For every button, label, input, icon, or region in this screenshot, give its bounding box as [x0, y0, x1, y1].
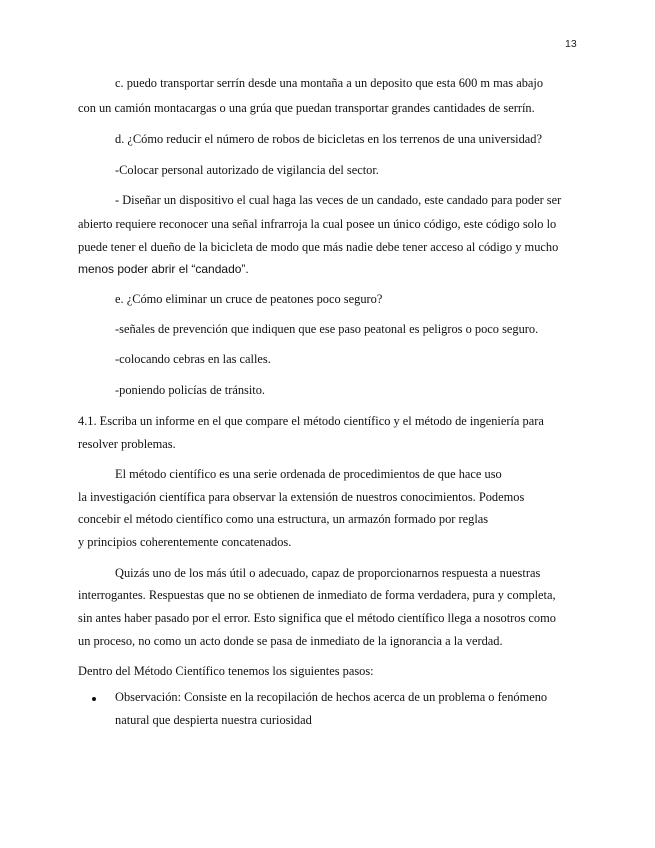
page-number: 13: [565, 38, 577, 50]
paragraph-2-line-3: sin antes haber pasado por el error. Esto significa que el método científico llega a nosotros como: [78, 611, 556, 625]
section-heading-4-1-cont: resolver problemas.: [78, 437, 176, 451]
paragraph-1-line-2: la investigación científica para observar la extensión de nuestros conocimientos. Podemos: [78, 490, 525, 504]
paragraph-1-line-4: y principios coherentemente concatenados.: [78, 535, 292, 549]
text-line-d-answer-1: -Colocar personal autorizado de vigilancia del sector.: [115, 163, 379, 177]
text-line-e-answer-3: -poniendo policías de tránsito.: [115, 383, 266, 397]
paragraph-1-line-1: El método científico es una serie ordenada de procedimientos de que hace uso: [115, 467, 502, 481]
text-line-e-answer-2: -colocando cebras en las calles.: [115, 352, 271, 366]
text-line-c: c. puedo transportar serrín desde una montaña a un deposito que esta 600 m mas abajo: [115, 76, 544, 90]
text-line-e-answer-1: -señales de prevención que indiquen que ese paso peatonal es peligros o poco seguro.: [115, 322, 539, 336]
text-line-d-answer-2-cont-2: puede tener el dueño de la bicicleta de modo que más nadie debe tener acceso al código y mucho: [78, 240, 559, 254]
bullet-item-observacion-cont: natural que despierta nuestra curiosidad: [115, 713, 312, 727]
text-line-d: d. ¿Cómo reducir el número de robos de bicicletas en los terrenos de una universidad?: [115, 132, 542, 146]
text-line-d-answer-2: - Diseñar un dispositivo el cual haga las veces de un candado, este candado para poder ser: [115, 193, 562, 207]
text-line-e: e. ¿Cómo eliminar un cruce de peatones poco seguro?: [115, 292, 383, 306]
paragraph-1-line-3: concebir el método científico como una estructura, un armazón formado por reglas: [78, 512, 489, 526]
text-line-d-answer-2-cont-3: menos poder abrir el “candado”.: [78, 262, 249, 276]
text-line-c-cont: con un camión montacargas o una grúa que puedan transportar grandes cantidades de serrín.: [78, 101, 535, 115]
bullet-icon: [92, 697, 96, 701]
paragraph-2-line-1: Quizás uno de los más útil o adecuado, capaz de proporcionarnos respuesta a nuestras: [115, 566, 541, 580]
bullet-item-observacion: Observación: Consiste en la recopilación de hechos acerca de un problema o fenómeno: [115, 690, 548, 704]
paragraph-2-line-4: un proceso, no como un acto donde se pasa de inmediato de la ignorancia a la verdad.: [78, 634, 503, 648]
text-line-d-answer-2-cont-1: abierto requiere reconocer una señal infrarroja la cual posee un único código, este código solo lo: [78, 217, 557, 231]
paragraph-2-line-2: interrogantes. Respuestas que no se obtienen de inmediato de forma verdadera, pura y completa,: [78, 588, 556, 602]
section-heading-4-1: 4.1. Escriba un informe en el que compare el método científico y el método de ingeniería para: [78, 414, 544, 428]
steps-intro: Dentro del Método Científico tenemos los siguientes pasos:: [78, 664, 374, 678]
